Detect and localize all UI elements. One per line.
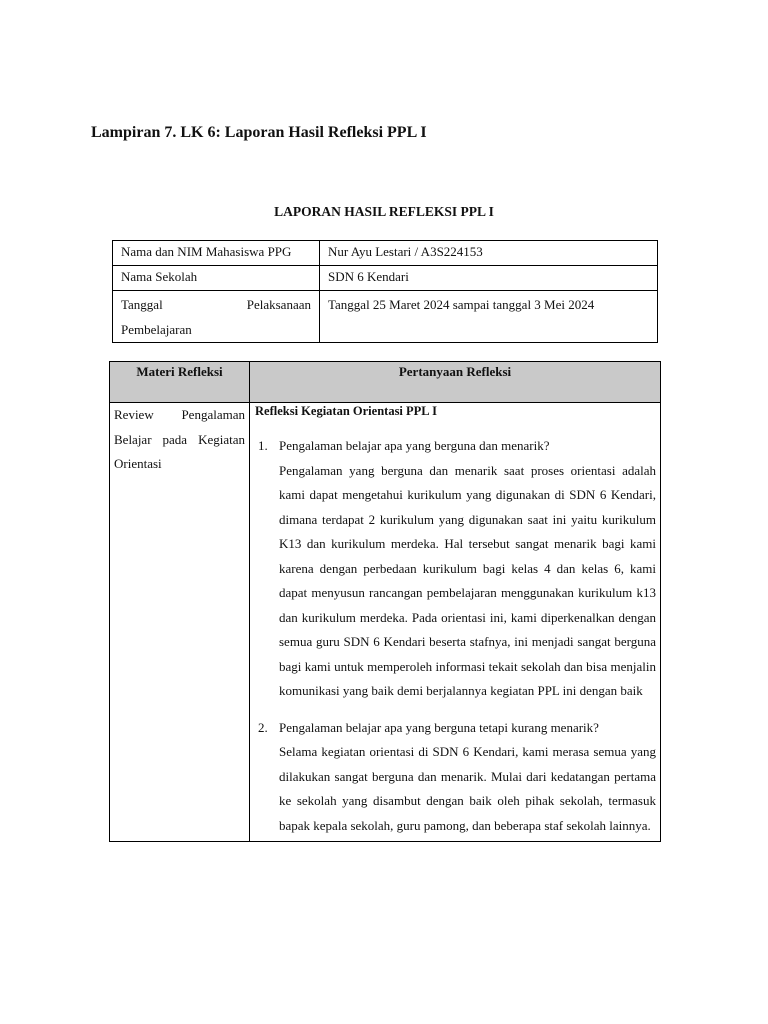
- identity-row-school: [113, 266, 658, 291]
- material-word-1: Review: [114, 407, 154, 422]
- question-text: Pengalaman belajar apa yang berguna dan menarik?: [279, 438, 550, 453]
- reflection-header-row: [110, 362, 661, 403]
- material-rest: Belajar pada Kegiatan Orientasi: [114, 431, 245, 471]
- report-title: LAPORAN HASIL REFLEKSI PPL I: [274, 204, 494, 219]
- name-value: Nur Ayu Lestari / A3S224153: [320, 241, 658, 266]
- reflection-subtitle: Refleksi Kegiatan Orientasi PPL I: [255, 404, 437, 418]
- questions-cell: [250, 403, 661, 842]
- answer-text: Selama kegiatan orientasi di SDN 6 Kendari, kami merasa semua yang dilakukan sangat berguna dan menarik. Mulai dari kedatangan pertama ke sekolah yang disambut dengan baik oleh pihak sekolah, termasuk bapak kepala sekolah, guru pamong, dan beberapa staf sekolah lainnya.: [279, 744, 656, 833]
- name-label: Nama dan NIM Mahasiswa PPG: [113, 241, 320, 266]
- material-cell: [110, 403, 250, 842]
- date-label-word-2: Pelaksanaan: [246, 297, 311, 312]
- col-header-questions: Pertanyaan Refleksi: [250, 362, 661, 403]
- school-value: SDN 6 Kendari: [320, 266, 658, 291]
- list-item: [255, 434, 656, 704]
- date-label-word-1: Tanggal: [121, 297, 163, 312]
- identity-row-date: [113, 291, 658, 343]
- identity-row-name: [113, 241, 658, 266]
- question-number: 2.: [258, 719, 268, 735]
- list-item: [255, 716, 656, 839]
- reflection-body-row: [110, 403, 661, 842]
- identity-table: [112, 240, 658, 343]
- page-heading: Lampiran 7. LK 6: Laporan Hasil Refleksi PPL I: [91, 124, 427, 141]
- school-label: Nama Sekolah: [113, 266, 320, 291]
- reflection-table: [109, 361, 661, 842]
- material-word-2: Pengalaman: [181, 407, 245, 422]
- question-list: [255, 434, 656, 838]
- answer-text: Pengalaman yang berguna dan menarik saat proses orientasi adalah kami dapat mengetahui kurikulum yang digunakan di SDN 6 Kendari, dimana terdapat 2 kurikulum yang digunakan saat ini yaitu kurikulum K13 dan kurikulum merdeka. Hal tersebut sangat menarik bagi kami karena dengan perbedaan kurikulum bagi kelas 4 dan kelas 6, kami dapat menyusun rancangan pembelajaran menggunakan kurikulum k13 dan kurikulum merdeka. Pada orientasi ini, kami diperkenalkan dengan semua guru SDN 6 Kendari beserta stafnya, ini menjadi sangat berguna bagi kami untuk memperoleh informasi tekait sekolah dan bisa menjalin komunikasi yang baik demi berjalannya kegiatan PPL ini dengan baik: [279, 462, 656, 698]
- question-text: Pengalaman belajar apa yang berguna tetapi kurang menarik?: [279, 719, 599, 735]
- date-label-word-3: Pembelajaran: [121, 322, 192, 337]
- date-label: [113, 291, 320, 343]
- question-number: 1.: [258, 438, 268, 453]
- date-value: Tanggal 25 Maret 2024 sampai tanggal 3 Mei 2024: [320, 291, 658, 343]
- col-header-material: Materi Refleksi: [110, 362, 250, 403]
